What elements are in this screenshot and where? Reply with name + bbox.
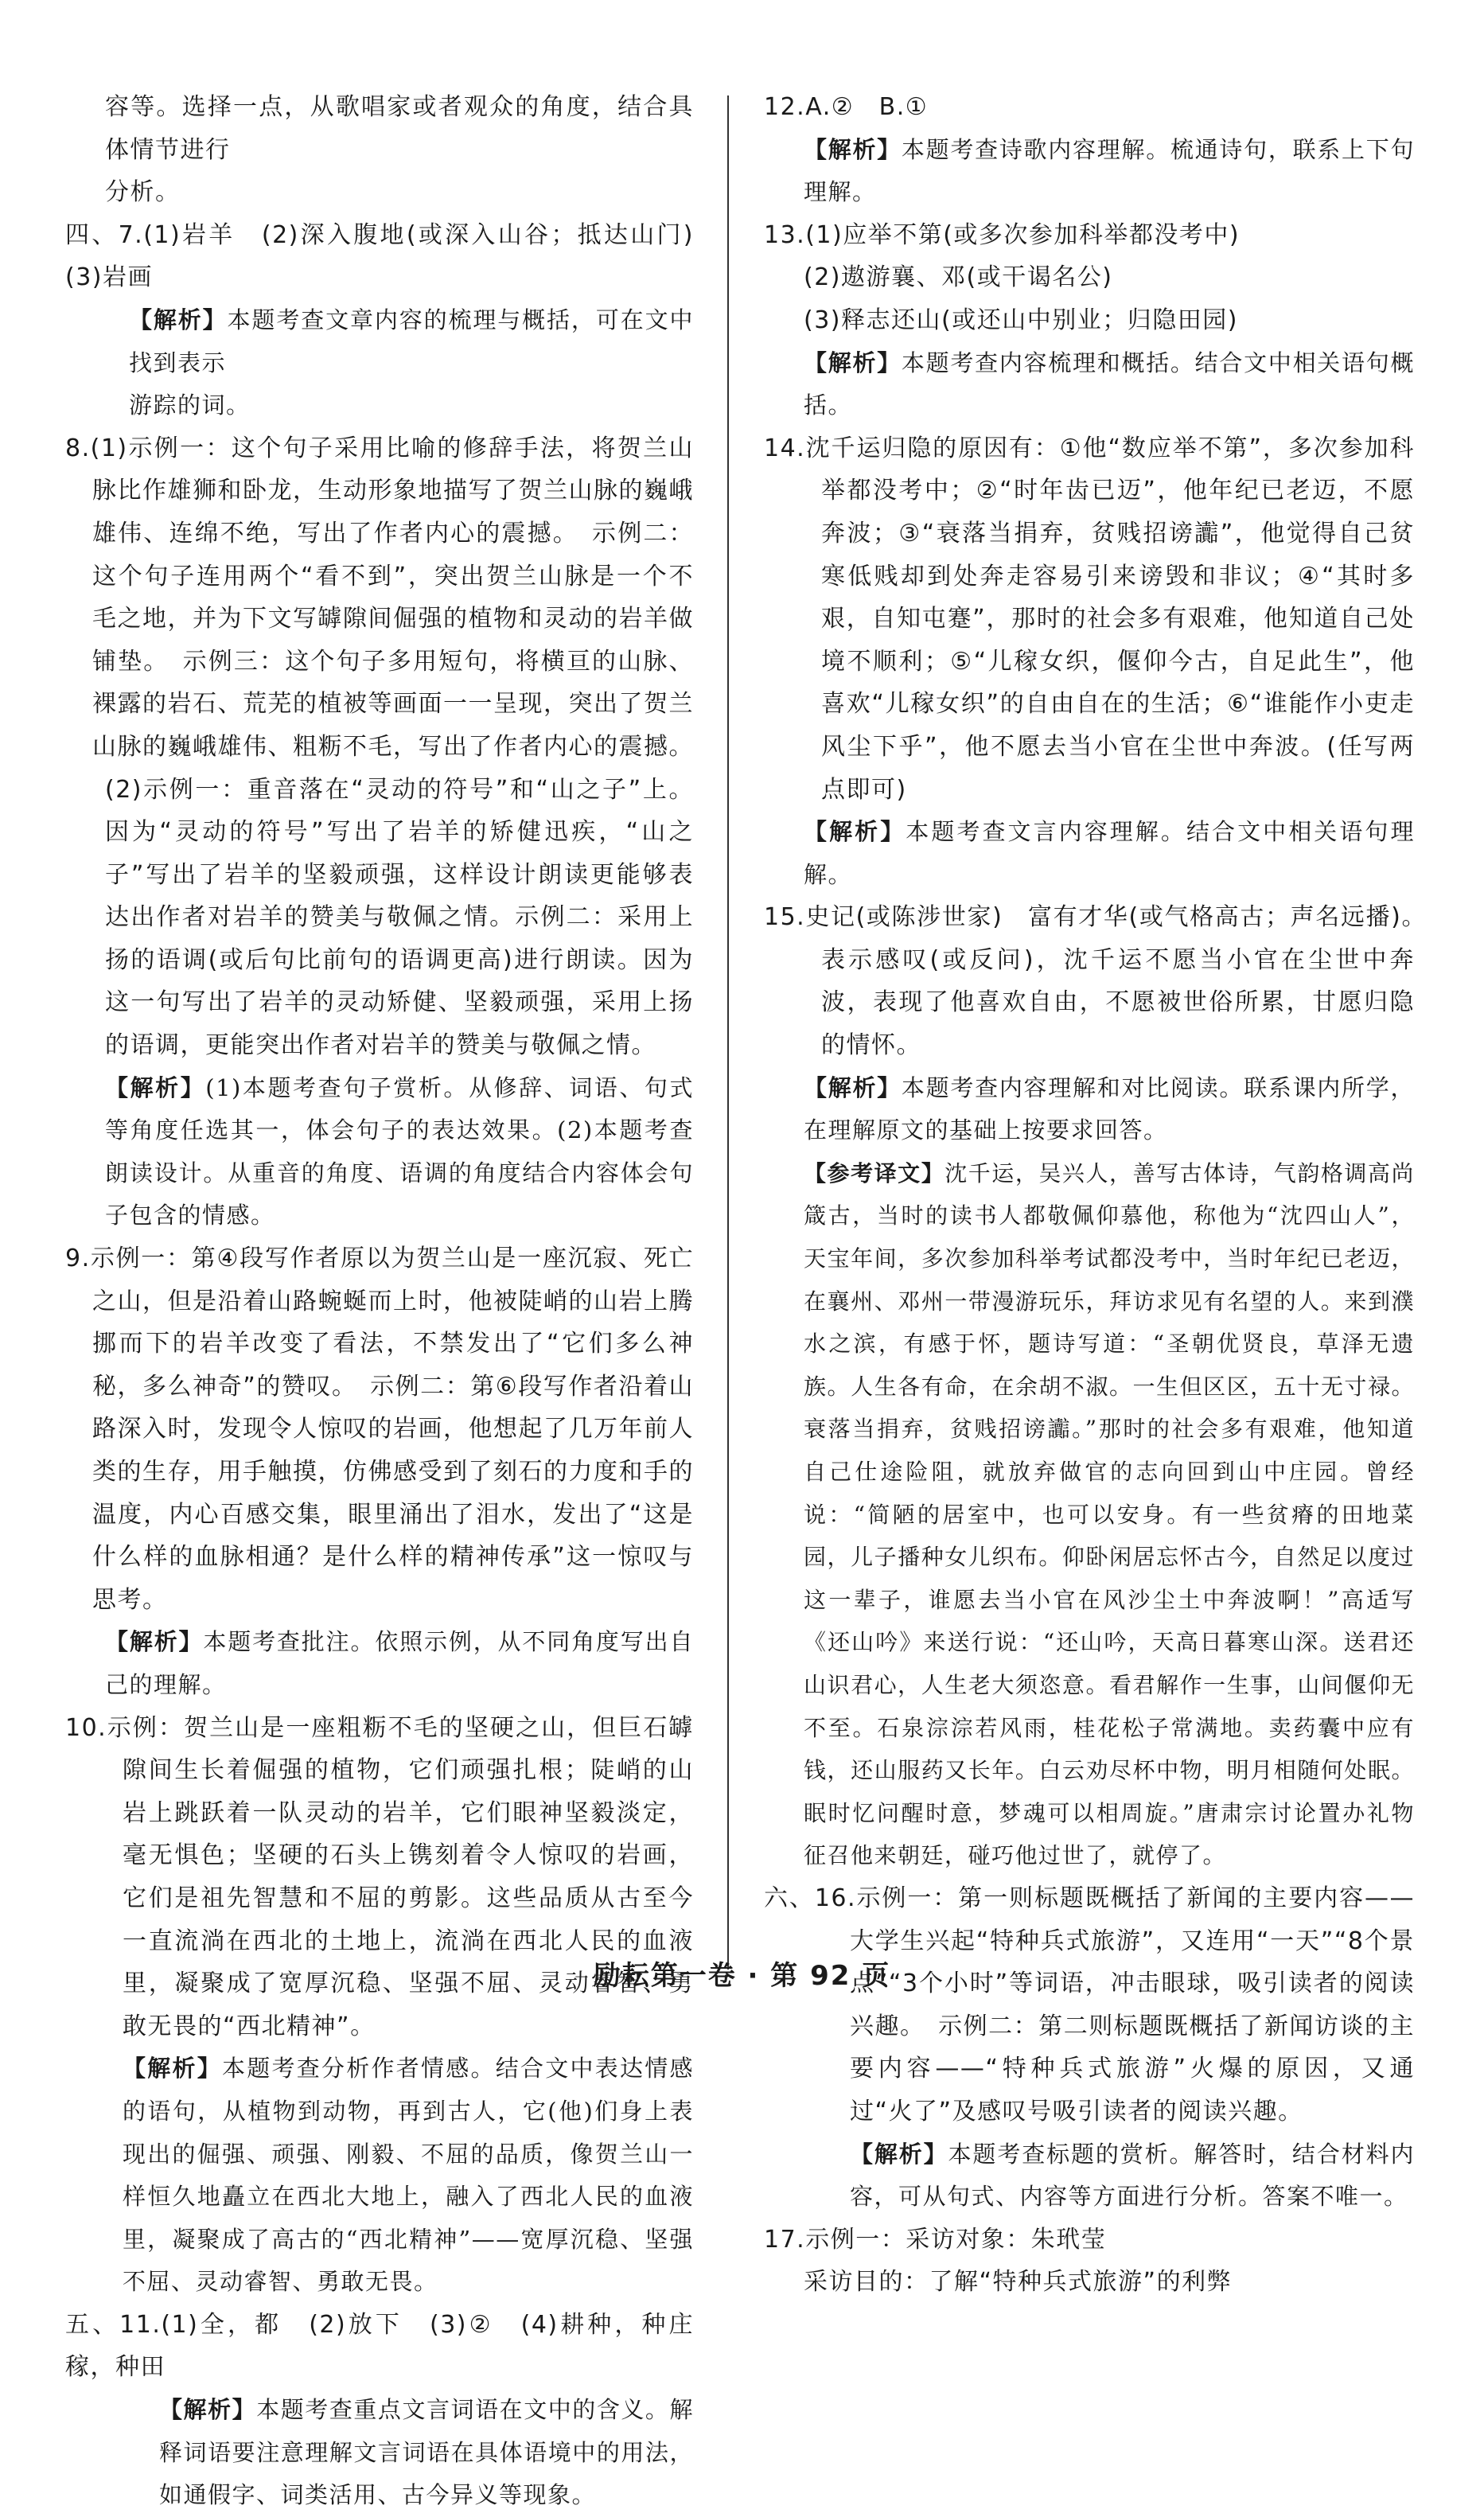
analysis-11: 【解析】本题考查重点文言词语在文中的含义。解释词语要注意理解文言词语在具体语境中的用法，如通假字、词类活用、古今异义等现象。 <box>159 2396 694 2509</box>
question-9: 9.示例一：第④段写作者原以为贺兰山是一座沉寂、死亡之山，但是沿着山路蜿蜒而上时，他被陡峭的山岩上腾挪而下的岩羊改变了看法，不禁发出了“它们多么神秘，多么神奇”的赞叹。 示例二：第⑥段写作者沿着山路深入时，发现令人惊叹的岩画，他想起了几万年前人类的生存，用手触摸，仿佛感受到了刻石的力度和手的温度，内心百感交集，眼里涌出了泪水，发出了“这是什么样的血脉相通？是什么样的精神传承”这一惊叹与思考。 <box>65 1245 694 1614</box>
analysis-9: 【解析】本题考查批注。依照示例，从不同角度写出自己的理解。 <box>105 1628 694 1698</box>
analysis-10: 【解析】本题考查分析作者情感。结合文中表达情感的语句，从植物到动物，再到古人，它(他)们身上表现出的倔强、顽强、刚毅、不屈的品质，像贺兰山一样恒久地矗立在西北大地上，融入了西北人民的血液里，凝聚成了高古的“西北精神”——宽厚沉稳、坚强不屈、灵动睿智、勇敢无畏。 <box>123 2055 694 2296</box>
analysis-12: 【解析】本题考查诗歌内容理解。梳通诗句，联系上下句理解。 <box>804 135 1415 206</box>
question-16: 六、16.示例一：第一则标题既概括了新闻的主要内容——大学生兴起“特种兵式旅游”，又连用“一天”“8个景点”“3个小时”等词语，冲击眼球，吸引读者的阅读兴趣。 示例二：第二则标题既概括了新闻访谈的主要内容——“特种兵式旅游”火爆的原因，又通过“火了”及感叹号吸引读者的阅读兴趣。 <box>764 1884 1415 2125</box>
column-divider <box>727 95 729 1970</box>
translation-tag: 【参考译文】 <box>804 1159 945 1186</box>
analysis-tag: 【解析】 <box>804 349 902 376</box>
analysis-tag: 【解析】 <box>804 1073 902 1101</box>
question-14: 14.沈千运归隐的原因有：①他“数应举不第”，多次参加科举都没考中；②“时年齿已迈”，他年纪已老迈，不愿奔波；③“衰落当捐弃，贫贱招谤讟”，他觉得自己贫寒低贱却到处奔走容易引来谤毁和非议；④“其时多艰，自知屯蹇”，那时的社会多有艰难，他知道自己处境不顺利；⑤“儿稼女织，偃仰今古，自足此生”，他喜欢“儿稼女织”的自由自在的生活；⑥“谁能作小吏走风尘下乎”，他不愿去当小官在尘世中奔波。(任写两点即可) <box>764 434 1415 804</box>
question-17-part1: 17.示例一：采访对象：朱玳莹 <box>764 2225 1107 2254</box>
analysis-13: 【解析】本题考查内容梳理和概括。结合文中相关语句概括。 <box>804 349 1415 419</box>
analysis-tag: 【解析】 <box>804 818 906 846</box>
analysis-tag: 【解析】 <box>129 306 228 333</box>
question-15: 15.史记(或陈涉世家) 富有才华(或气格高古；声名远播)。 表示感叹(或反问)，沈千运不愿当小官在尘世中奔波，表现了他喜欢自由，不愿被世俗所累，甘愿归隐的情怀。 <box>764 903 1440 1060</box>
page-footer: 励耘第一卷 · 第 92 页 <box>593 1960 891 1992</box>
analysis-7-cont: 游踪的词。 <box>129 392 251 419</box>
left-column <box>65 86 719 2517</box>
text-line: 容等。选择一点，从歌唱家或者观众的角度，结合具体情节进行 <box>105 93 694 164</box>
text-line: 分析。 <box>105 178 181 207</box>
question-13-part1: 13.(1)应举不第(或多次参加科举都没考中) <box>764 220 1241 249</box>
question-8-part2: (2)示例一：重音落在“灵动的符号”和“山之子”上。因为“灵动的符号”写出了岩羊的矫健迅疾，“山之子”写出了岩羊的坚毅顽强，这样设计朗读更能够表达出作者对岩羊的赞美与敬佩之情。示例二：采用上扬的语调(或后句比前句的语调更高)进行朗读。因为这一句写出了岩羊的灵动矫健、坚毅顽强，采用上扬的语调，更能突出作者对岩羊的赞美与敬佩之情。 <box>105 775 694 1060</box>
analysis-15: 【解析】本题考查内容理解和对比阅读。联系课内所学，在理解原文的基础上按要求回答。 <box>804 1073 1415 1144</box>
reference-translation: 【参考译文】沈千运，吴兴人，善写古体诗，气韵格调高尚箴古，当时的读书人都敬佩仰慕他，称他为“沈四山人”，天宝年间，多次参加科举考试都没考中，当时年纪已老迈，在襄州、邓州一带漫游玩乐，拜访求见有名望的人。来到濮水之滨，有感于怀，题诗写道：“圣朝优贤良，草泽无遗族。人生各有命，在余胡不淑。一生但区区，五十无寸禄。衰落当捐弃，贫贱招谤讟。”那时的社会多有艰难，他知道自己仕途险阻，就放弃做官的志向回到山中庄园。曾经说：“简陋的居室中，也可以安身。有一些贫瘠的田地菜园，儿子播种女儿织布。仰卧闲居忘怀古今，自然足以度过这一辈子，谁愿去当小官在风沙尘土中奔波啊！”高适写《还山吟》来送行说：“还山吟，天高日暮寒山深。送君还山识君心，人生老大须恣意。看君解作一生事，山间偃仰无不至。石泉淙淙若风雨，桂花松子常满地。卖药囊中应有钱，还山服药又长年。白云劝尽杯中物，明月相随何处眠。眠时忆问醒时意，梦魂可以相周旋。”唐肃宗讨论置办礼物征召他来朝廷，碰巧他过世了，就停了。 <box>804 1159 1415 1869</box>
question-12: 12.A.② B.① <box>764 93 929 121</box>
question-8-part1: 8.(1)示例一：这个句子采用比喻的修辞手法，将贺兰山脉比作雄狮和卧龙，生动形象地描写了贺兰山脉的巍峨雄伟、连绵不绝，写出了作者内心的震撼。 示例二：这个句子连用两个“看不到”，突出贺兰山脉是一个不毛之地，并为下文写罅隙间倔强的植物和灵动的岩羊做铺垫。 示例三：这个句子多用短句，将横亘的山脉、裸露的岩石、荒芜的植被等画面一一呈现，突出了贺兰山脉的巍峨雄伟、粗粝不毛，写出了作者内心的震撼。 <box>65 434 694 761</box>
analysis-tag: 【解析】 <box>123 2055 222 2083</box>
analysis-8: 【解析】(1)本题考查句子赏析。从修辞、词语、句式等角度任选其一，体会句子的表达效果。(2)本题考查朗读设计。从重音的角度、语调的角度结合内容体会句子包含的情感。 <box>105 1073 694 1229</box>
question-7: 四、7.(1)岩羊 (2)深入腹地(或深入山谷；抵达山门) (3)岩画 <box>65 220 719 292</box>
analysis-tag: 【解析】 <box>105 1628 204 1656</box>
analysis-tag: 【解析】 <box>850 2140 948 2168</box>
question-10: 10.示例：贺兰山是一座粗粝不毛的坚硬之山，但巨石罅隙间生长着倔强的植物，它们顽强扎根；陡峭的山岩上跳跃着一队灵动的岩羊，它们眼神坚毅淡定，毫无惧色；坚硬的石头上镌刻着令人惊叹的岩画，它们是祖先智慧和不屈的剪影。这些品质从古至今一直流淌在西北的土地上，流淌在西北人民的血液里，凝聚成了宽厚沉稳、坚强不屈、灵动睿智、勇敢无畏的“西北精神”。 <box>65 1713 694 2040</box>
analysis-7: 【解析】本题考查文章内容的梳理与概括，可在文中找到表示 <box>129 306 694 376</box>
question-11: 五、11.(1)全，都 (2)放下 (3)② (4)耕种，种庄稼，种田 <box>65 2310 694 2382</box>
question-13-part2: (2)遨游襄、邓(或干谒名公) <box>804 263 1113 292</box>
analysis-tag: 【解析】 <box>159 2396 257 2424</box>
analysis-tag: 【解析】 <box>804 135 902 163</box>
question-13-part3: (3)释志还山(或还山中别业；归隐田园) <box>804 306 1238 334</box>
analysis-tag: 【解析】 <box>105 1073 206 1101</box>
question-17-part2: 采访目的：了解“特种兵式旅游”的利弊 <box>804 2268 1233 2297</box>
analysis-16: 【解析】本题考查标题的赏析。解答时，结合材料内容，可从句式、内容等方面进行分析。答案不唯一。 <box>850 2140 1415 2211</box>
analysis-14: 【解析】本题考查文言内容理解。结合文中相关语句理解。 <box>804 818 1415 888</box>
